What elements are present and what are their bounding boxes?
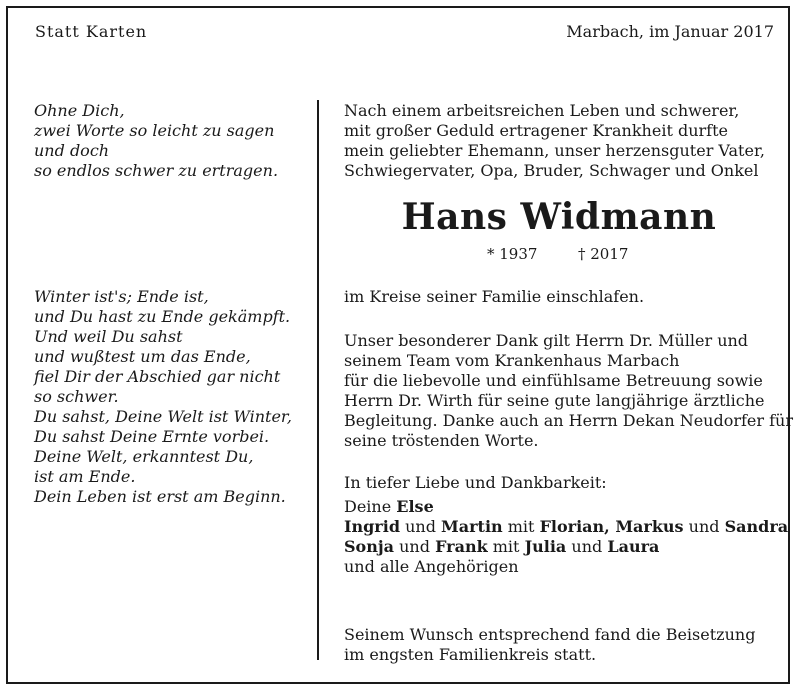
- poem-line: und Du hast zu Ende gekämpft.: [34, 307, 291, 326]
- poem-line: Und weil Du sahst: [34, 327, 183, 346]
- family-name: Else: [396, 497, 434, 516]
- text-line: Schwiegervater, Opa, Bruder, Schwager und Onkel: [344, 161, 759, 180]
- family-name: Florian, Markus: [539, 517, 684, 536]
- death-year: † 2017: [578, 245, 629, 263]
- text-line: mit großer Geduld ertragener Krankheit durfte: [344, 121, 728, 140]
- poem-line: fiel Dir der Abschied gar nicht: [34, 367, 281, 386]
- text-line: seinem Team vom Krankenhaus Marbach: [344, 351, 680, 370]
- family-name: Martin: [441, 517, 503, 536]
- text-line: In tiefer Liebe und Dankbarkeit:: [344, 473, 607, 492]
- text-line: seine tröstenden Worte.: [344, 431, 539, 450]
- column-divider: [317, 100, 319, 660]
- poem-line: zwei Worte so leicht zu sagen: [34, 121, 275, 140]
- family-name: Sandra: [724, 517, 789, 536]
- thanks-text: [344, 331, 793, 451]
- burial-text: [344, 625, 784, 665]
- poem-line: ist am Ende.: [34, 467, 136, 486]
- family-name: Ingrid: [344, 517, 400, 536]
- poem-line: so schwer.: [34, 387, 119, 406]
- family-line-1: [344, 497, 784, 517]
- poem-line: Du sahst, Deine Welt ist Winter,: [34, 407, 292, 426]
- family-name: Frank: [435, 537, 488, 556]
- sleep-text: [344, 287, 784, 307]
- family-word: Deine: [344, 497, 392, 516]
- text-line: Nach einem arbeitsreichen Leben und schwerer,: [344, 101, 740, 120]
- text-line: Herrn Dr. Wirth für seine gute langjährige ärztliche: [344, 391, 765, 410]
- family-name: Julia: [524, 537, 567, 556]
- poem-line: und wußtest um das Ende,: [34, 347, 251, 366]
- poem-line: Du sahst Deine Ernte vorbei.: [34, 427, 270, 446]
- family-word: mit: [507, 517, 535, 536]
- poem-line: Deine Welt, erkanntest Du,: [34, 447, 254, 466]
- family-word: und: [571, 537, 603, 556]
- poem-line: Winter ist's; Ende ist,: [34, 287, 209, 306]
- love-text: [344, 473, 784, 493]
- poem-second: [34, 287, 306, 507]
- poem-first: [34, 101, 306, 181]
- header-place-date: Marbach, im Januar 2017: [566, 22, 774, 41]
- text-line: Begleitung. Danke auch an Herrn Dekan Neudorfer für: [344, 411, 793, 430]
- text-line: mein geliebter Ehemann, unser herzensguter Vater,: [344, 141, 765, 160]
- poem-line: Dein Leben ist erst am Beginn.: [34, 487, 286, 506]
- family-word: und: [399, 537, 430, 556]
- text-line: für die liebevolle und einfühlsame Betreuung sowie: [344, 371, 763, 390]
- family-line-2: [344, 517, 789, 537]
- poem-line: Ohne Dich,: [34, 101, 125, 120]
- family-word: und: [405, 517, 436, 536]
- text-line: Seinem Wunsch entsprechend fand die Beisetzung: [344, 625, 756, 644]
- text-line: im Kreise seiner Familie einschlafen.: [344, 287, 645, 306]
- text-line: Unser besonderer Dank gilt Herrn Dr. Müller und: [344, 331, 749, 350]
- text-line: im engsten Familienkreis statt.: [344, 645, 597, 664]
- birth-year: * 1937: [487, 245, 538, 263]
- family-name: Sonja: [344, 537, 395, 556]
- poem-line: so endlos schwer zu ertragen.: [34, 161, 279, 180]
- intro-text: [344, 101, 784, 181]
- family-name: Laura: [607, 537, 660, 556]
- family-word: mit: [492, 537, 520, 556]
- family-word: und: [688, 517, 720, 536]
- family-signatures: [344, 497, 789, 577]
- family-line-3: [344, 537, 784, 557]
- poem-line: und doch: [34, 141, 110, 160]
- header-statt-karten: Statt Karten: [35, 22, 148, 41]
- deceased-name: Hans Widmann: [401, 196, 717, 238]
- family-line-4: und alle Angehörigen: [344, 557, 519, 576]
